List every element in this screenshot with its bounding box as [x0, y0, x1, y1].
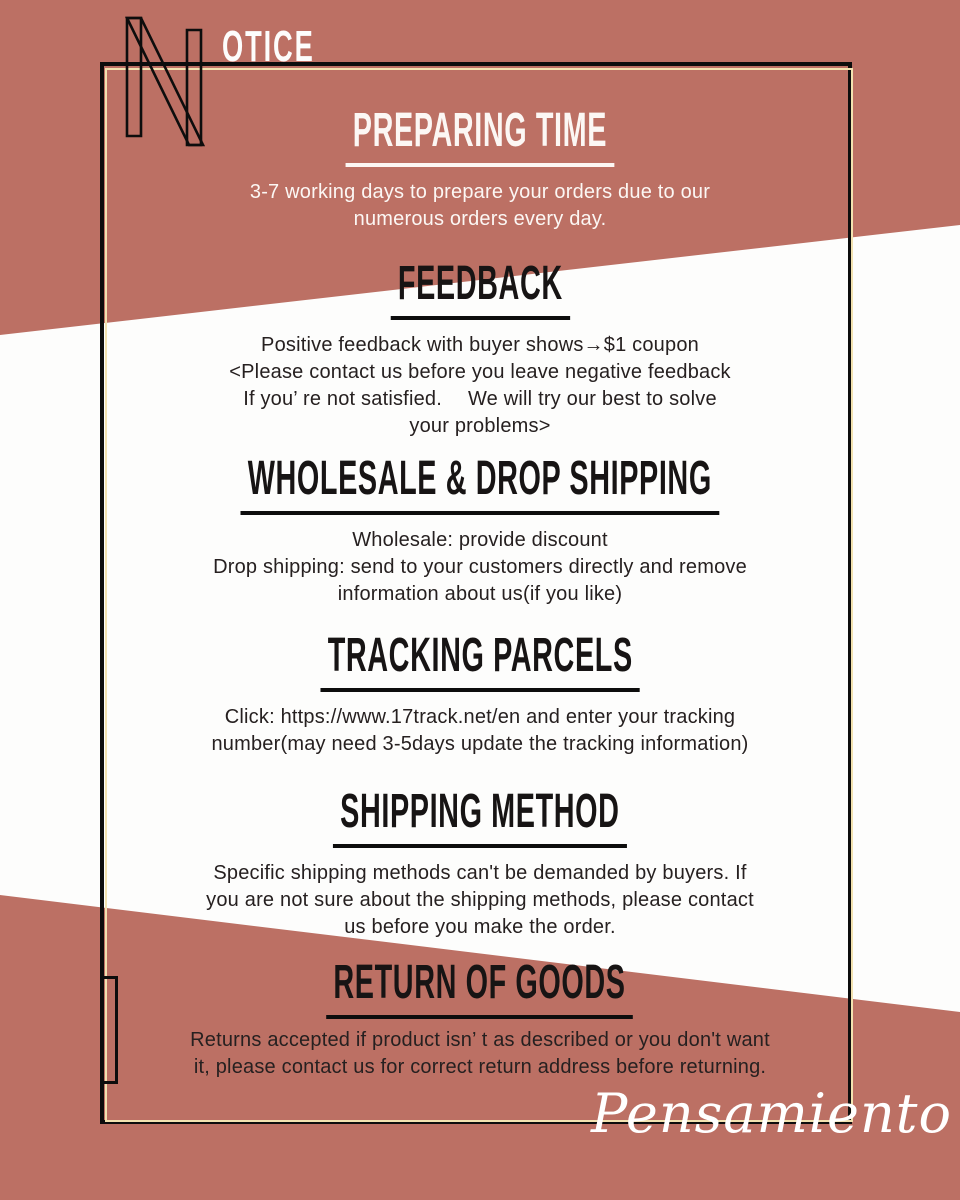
section-title: TRACKING PARCELS [320, 629, 639, 692]
section-wholesale-drop-shipping [0, 452, 960, 608]
section-title: PREPARING TIME [346, 104, 615, 167]
section-text-line: it, please contact us for correct return address before returning. [193, 1056, 767, 1078]
section-text-line: <Please contact us before you leave negative feedback [229, 361, 731, 383]
section-text-line: Specific shipping methods can't be demanded by buyers. If [213, 862, 747, 884]
section-text-line: your problems> [409, 415, 551, 437]
section-text-line: Click: https://www.17track.net/en and enter your tracking [224, 706, 736, 728]
section-text-line: you are not sure about the shipping methods, please contact [206, 889, 754, 911]
section-feedback [0, 257, 960, 440]
section-title: RETURN OF GOODS [327, 956, 634, 1019]
section-preparing-time [0, 104, 960, 233]
notice-wordmark: OTICE [222, 22, 315, 71]
brand-signature: Pensamiento [591, 1082, 952, 1145]
section-text-line: Positive feedback with buyer shows→$1 coupon [261, 334, 699, 356]
decorative-rectangle-outline [101, 976, 118, 1084]
section-text-line: Drop shipping: send to your customers directly and remove [213, 556, 747, 578]
section-text-line: number(may need 3-5days update the tracking information) [211, 733, 749, 755]
section-text-line: 3-7 working days to prepare your orders due to our [249, 181, 711, 203]
section-title: WHOLESALE & DROP SHIPPING [241, 452, 720, 515]
section-text-line: Returns accepted if product isn’ t as described or you don't want [190, 1029, 770, 1051]
section-text-line: Wholesale: provide discount [352, 529, 608, 551]
section-shipping-method [0, 785, 960, 941]
section-return-of-goods [0, 956, 960, 1081]
section-text-line: information about us(if you like) [337, 583, 623, 605]
section-tracking-parcels [0, 629, 960, 758]
section-title: FEEDBACK [390, 257, 569, 320]
section-text-line: us before you make the order. [344, 916, 616, 938]
section-title: SHIPPING METHOD [333, 785, 627, 848]
section-text-line: numerous orders every day. [353, 208, 607, 230]
section-text-line: If you’ re not satisfied. We will try our best to solve [243, 388, 717, 410]
